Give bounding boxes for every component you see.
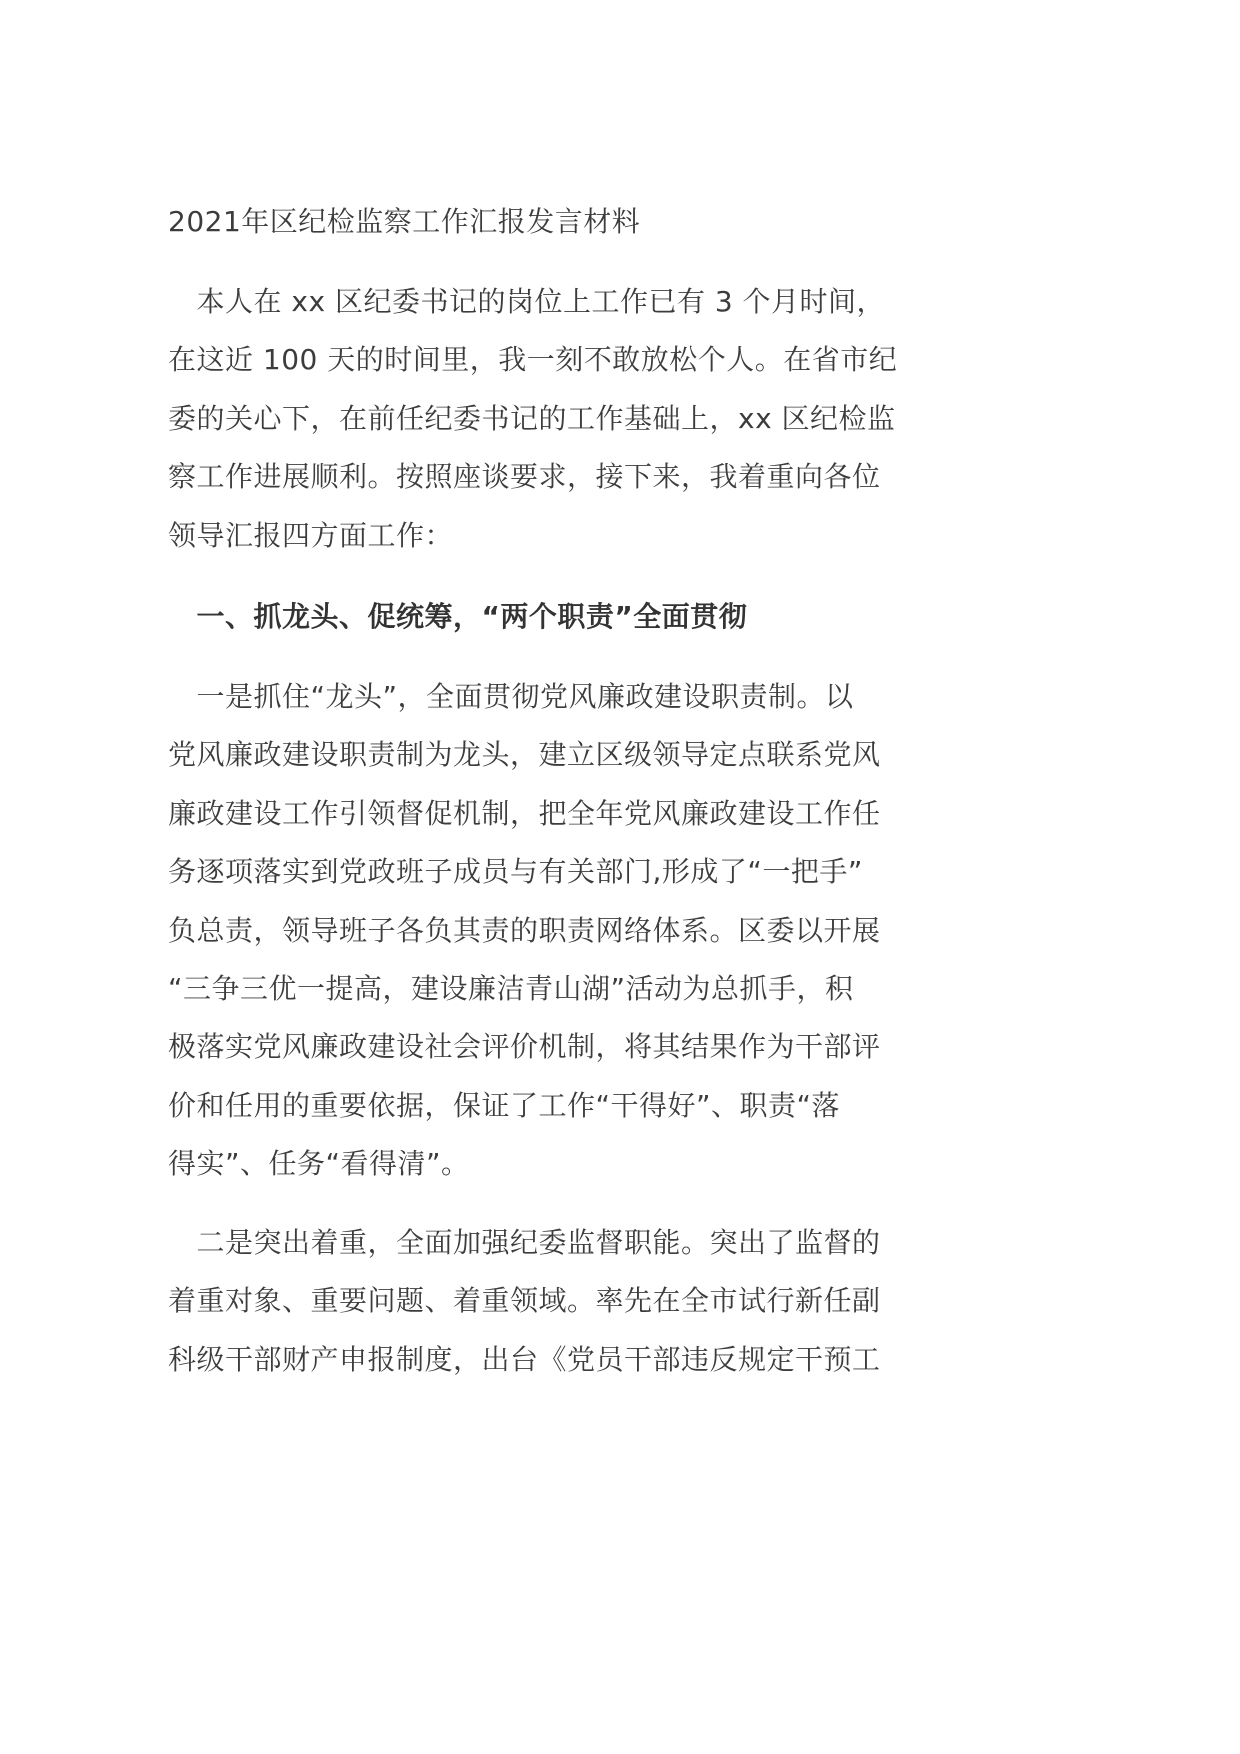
paragraph-line: 本人在 xx 区纪委书记的岗位上工作已有 3 个月时间，: [168, 285, 886, 318]
paragraph-line: 党风廉政建设职责制为龙头，建立区级领导定点联系党风: [168, 738, 881, 772]
document-title: 2021年区纪检监察工作汇报发言材料: [168, 205, 641, 238]
paragraph-line: 二是突出着重，全面加强纪委监督职能。突出了监督的: [168, 1226, 881, 1259]
paragraph-line: “三争三优一提高，建设廉洁青山湖”活动为总抓手，积: [168, 972, 854, 1005]
paragraph-line: 领导汇报四方面工作：: [168, 518, 454, 552]
paragraph-line: 科级干部财产申报制度，出台《党员干部违反规定干预工: [168, 1342, 881, 1376]
paragraph-line: 察工作进展顺利。按照座谈要求，接下来，我着重向各位: [168, 460, 881, 494]
paragraph-line: 一是抓住“龙头”，全面贯彻党风廉政建设职责制。以: [168, 680, 854, 713]
paragraph-line: 极落实党风廉政建设社会评价机制，将其结果作为干部评: [168, 1030, 881, 1064]
paragraph-line: 务逐项落实到党政班子成员与有关部门,形成了“一把手”: [168, 855, 863, 889]
paragraph-line: 价和任用的重要依据，保证了工作“干得好”、职责“落: [168, 1088, 841, 1122]
section-heading: 一、抓龙头、促统筹，“两个职责”全面贯彻: [168, 600, 748, 633]
paragraph-line: 得实”、任务“看得清”。: [168, 1147, 470, 1181]
paragraph-line: 廉政建设工作引领督促机制，把全年党风廉政建设工作任: [168, 796, 881, 830]
paragraph-line: 着重对象、重要问题、着重领域。率先在全市试行新任副: [168, 1284, 881, 1318]
paragraph-line: 委的关心下，在前任纪委书记的工作基础上，xx 区纪检监: [168, 401, 896, 435]
paragraph-line: 负总责，领导班子各负其责的职责网络体系。区委以开展: [168, 913, 881, 947]
paragraph-line: 在这近 100 天的时间里，我一刻不敢放松个人。在省市纪: [168, 343, 898, 377]
